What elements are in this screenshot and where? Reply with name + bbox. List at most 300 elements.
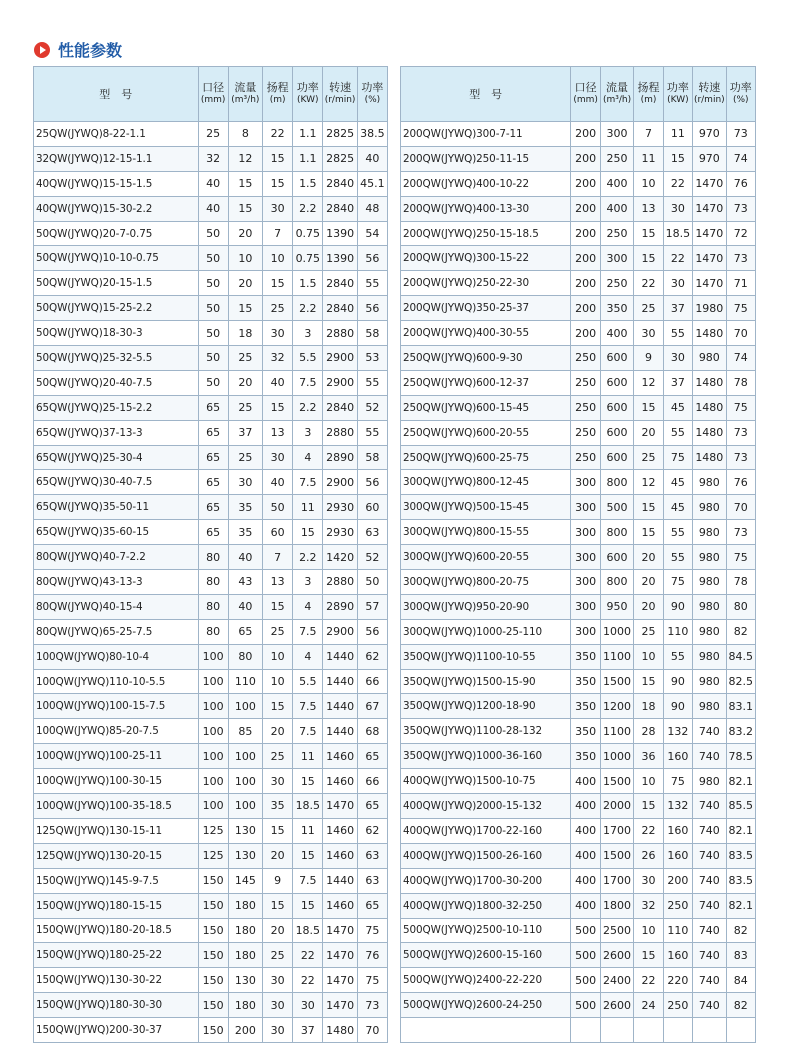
caliber-cell: 350 — [571, 719, 600, 744]
flow-cell: 100 — [228, 769, 262, 794]
power-cell: 11 — [663, 122, 692, 147]
model-cell: 400QW(JYWQ)2000-15-132 — [401, 794, 571, 819]
power-cell: 18.5 — [293, 794, 323, 819]
efficiency-cell: 82 — [726, 619, 755, 644]
caliber-cell: 150 — [198, 918, 228, 943]
power-cell: 37 — [663, 296, 692, 321]
power-cell: 5.5 — [293, 669, 323, 694]
model-cell: 150QW(JYWQ)180-15-15 — [34, 893, 199, 918]
speed-cell: 1480 — [693, 370, 726, 395]
table-header-row — [34, 67, 388, 122]
table-row — [401, 321, 756, 346]
caliber-cell: 300 — [571, 570, 600, 595]
power-cell: 2.2 — [293, 545, 323, 570]
efficiency-cell: 73 — [726, 196, 755, 221]
flow-cell: 20 — [228, 370, 262, 395]
model-cell: 300QW(JYWQ)800-20-75 — [401, 570, 571, 595]
flow-cell: 110 — [228, 669, 262, 694]
flow-cell: 2500 — [600, 918, 633, 943]
caliber-cell: 300 — [571, 619, 600, 644]
speed-cell: 1440 — [323, 868, 357, 893]
power-cell: 90 — [663, 669, 692, 694]
table-row — [34, 644, 388, 669]
flow-cell: 15 — [228, 296, 262, 321]
efficiency-cell: 58 — [357, 321, 387, 346]
speed-cell: 980 — [693, 520, 726, 545]
table-body-left — [34, 122, 388, 1043]
model-cell: 150QW(JYWQ)180-30-30 — [34, 993, 199, 1018]
speed-cell: 740 — [693, 993, 726, 1018]
head-cell: 32 — [263, 346, 293, 371]
empty-cell — [401, 1018, 571, 1043]
model-cell: 300QW(JYWQ)950-20-90 — [401, 594, 571, 619]
table-row — [34, 171, 388, 196]
model-cell: 50QW(JYWQ)20-7-0.75 — [34, 221, 199, 246]
efficiency-cell: 67 — [357, 694, 387, 719]
caliber-cell: 500 — [571, 968, 600, 993]
speed-cell: 1390 — [323, 246, 357, 271]
table-row — [401, 694, 756, 719]
caliber-cell: 150 — [198, 968, 228, 993]
table-row — [34, 495, 388, 520]
speed-cell: 980 — [693, 694, 726, 719]
efficiency-cell: 53 — [357, 346, 387, 371]
speed-cell: 2930 — [323, 520, 357, 545]
power-cell: 160 — [663, 744, 692, 769]
head-cell: 15 — [263, 594, 293, 619]
power-cell: 3 — [293, 570, 323, 595]
model-cell: 200QW(JYWQ)400-13-30 — [401, 196, 571, 221]
efficiency-cell: 68 — [357, 719, 387, 744]
power-cell: 4 — [293, 644, 323, 669]
flow-cell: 180 — [228, 993, 262, 1018]
efficiency-cell: 48 — [357, 196, 387, 221]
efficiency-cell: 40 — [357, 146, 387, 171]
efficiency-cell: 58 — [357, 445, 387, 470]
model-cell: 50QW(JYWQ)10-10-0.75 — [34, 246, 199, 271]
speed-cell: 980 — [693, 769, 726, 794]
head-cell: 30 — [634, 321, 663, 346]
flow-cell: 12 — [228, 146, 262, 171]
empty-cell — [693, 1018, 726, 1043]
efficiency-cell: 72 — [726, 221, 755, 246]
caliber-cell: 300 — [571, 470, 600, 495]
power-cell: 30 — [663, 346, 692, 371]
speed-cell: 980 — [693, 495, 726, 520]
head-cell: 9 — [634, 346, 663, 371]
efficiency-cell: 82 — [726, 918, 755, 943]
table-row — [34, 146, 388, 171]
model-cell: 150QW(JYWQ)180-20-18.5 — [34, 918, 199, 943]
speed-cell: 2825 — [323, 146, 357, 171]
power-cell: 3 — [293, 321, 323, 346]
flow-cell: 1700 — [600, 868, 633, 893]
header-efficiency: 功率 (%) — [357, 67, 387, 122]
model-cell: 150QW(JYWQ)200-30-37 — [34, 1018, 199, 1043]
head-cell: 10 — [263, 644, 293, 669]
table-row — [34, 669, 388, 694]
caliber-cell: 100 — [198, 769, 228, 794]
head-cell: 15 — [263, 171, 293, 196]
speed-cell: 740 — [693, 968, 726, 993]
table-row — [401, 918, 756, 943]
efficiency-cell: 75 — [357, 918, 387, 943]
flow-cell: 25 — [228, 346, 262, 371]
efficiency-cell: 63 — [357, 520, 387, 545]
power-cell: 30 — [663, 196, 692, 221]
flow-cell: 500 — [600, 495, 633, 520]
caliber-cell: 200 — [571, 122, 600, 147]
caliber-cell: 400 — [571, 868, 600, 893]
speed-cell: 970 — [693, 146, 726, 171]
caliber-cell: 125 — [198, 818, 228, 843]
head-cell: 30 — [263, 196, 293, 221]
speed-cell: 1470 — [693, 221, 726, 246]
power-cell: 15 — [293, 843, 323, 868]
caliber-cell: 400 — [571, 893, 600, 918]
model-cell: 50QW(JYWQ)25-32-5.5 — [34, 346, 199, 371]
model-cell: 80QW(JYWQ)40-7-2.2 — [34, 545, 199, 570]
speed-cell: 2930 — [323, 495, 357, 520]
power-cell: 7.5 — [293, 470, 323, 495]
flow-cell: 43 — [228, 570, 262, 595]
speed-cell: 740 — [693, 918, 726, 943]
speed-cell: 2840 — [323, 271, 357, 296]
efficiency-cell: 56 — [357, 470, 387, 495]
head-cell: 30 — [263, 1018, 293, 1043]
model-cell: 200QW(JYWQ)400-10-22 — [401, 171, 571, 196]
efficiency-cell: 73 — [726, 520, 755, 545]
table-row — [401, 271, 756, 296]
header-caliber: 口径 (mm) — [198, 67, 228, 122]
head-cell: 20 — [263, 918, 293, 943]
speed-cell: 2880 — [323, 420, 357, 445]
power-cell: 75 — [663, 445, 692, 470]
power-cell: 2.2 — [293, 395, 323, 420]
table-row — [401, 993, 756, 1018]
speed-cell: 980 — [693, 570, 726, 595]
model-cell: 250QW(JYWQ)600-15-45 — [401, 395, 571, 420]
power-cell: 22 — [663, 246, 692, 271]
model-cell: 200QW(JYWQ)300-7-11 — [401, 122, 571, 147]
power-cell: 250 — [663, 893, 692, 918]
speed-cell: 1480 — [693, 420, 726, 445]
speed-cell: 1980 — [693, 296, 726, 321]
power-cell: 220 — [663, 968, 692, 993]
table-row — [34, 246, 388, 271]
speed-cell: 1480 — [693, 321, 726, 346]
table-row — [401, 221, 756, 246]
flow-cell: 25 — [228, 445, 262, 470]
model-cell: 25QW(JYWQ)8-22-1.1 — [34, 122, 199, 147]
flow-cell: 130 — [228, 818, 262, 843]
model-cell: 500QW(JYWQ)2400-22-220 — [401, 968, 571, 993]
speed-cell: 740 — [693, 843, 726, 868]
caliber-cell: 200 — [571, 146, 600, 171]
efficiency-cell: 50 — [357, 570, 387, 595]
power-cell: 18.5 — [663, 221, 692, 246]
caliber-cell: 100 — [198, 644, 228, 669]
head-cell: 15 — [634, 794, 663, 819]
speed-cell: 740 — [693, 794, 726, 819]
power-cell: 7.5 — [293, 370, 323, 395]
head-cell: 25 — [263, 744, 293, 769]
efficiency-cell: 83.5 — [726, 868, 755, 893]
power-cell: 22 — [663, 171, 692, 196]
power-cell: 15 — [293, 520, 323, 545]
caliber-cell: 80 — [198, 594, 228, 619]
efficiency-cell: 85.5 — [726, 794, 755, 819]
head-cell: 15 — [634, 943, 663, 968]
caliber-cell: 150 — [198, 893, 228, 918]
table-row — [34, 794, 388, 819]
flow-cell: 2600 — [600, 943, 633, 968]
speed-cell: 1470 — [323, 943, 357, 968]
model-cell: 125QW(JYWQ)130-20-15 — [34, 843, 199, 868]
table-row — [401, 470, 756, 495]
caliber-cell: 300 — [571, 495, 600, 520]
efficiency-cell: 73 — [726, 246, 755, 271]
caliber-cell: 125 — [198, 843, 228, 868]
efficiency-cell: 38.5 — [357, 122, 387, 147]
model-cell: 500QW(JYWQ)2600-24-250 — [401, 993, 571, 1018]
efficiency-cell: 66 — [357, 669, 387, 694]
speed-cell: 2890 — [323, 445, 357, 470]
model-cell: 80QW(JYWQ)65-25-7.5 — [34, 619, 199, 644]
caliber-cell: 200 — [571, 296, 600, 321]
efficiency-cell: 63 — [357, 843, 387, 868]
speed-cell: 1470 — [323, 794, 357, 819]
head-cell: 15 — [263, 694, 293, 719]
power-cell: 3 — [293, 420, 323, 445]
table-row — [401, 122, 756, 147]
table-row — [401, 370, 756, 395]
head-cell: 60 — [263, 520, 293, 545]
head-cell: 15 — [263, 395, 293, 420]
model-cell: 350QW(JYWQ)1200-18-90 — [401, 694, 571, 719]
table-body-right — [401, 122, 756, 1043]
power-cell: 55 — [663, 520, 692, 545]
caliber-cell: 40 — [198, 171, 228, 196]
head-cell: 10 — [634, 769, 663, 794]
head-cell: 10 — [263, 669, 293, 694]
speed-cell: 1480 — [693, 395, 726, 420]
caliber-cell: 40 — [198, 196, 228, 221]
table-row — [34, 520, 388, 545]
table-row — [401, 943, 756, 968]
model-cell: 400QW(JYWQ)1700-22-160 — [401, 818, 571, 843]
model-cell: 32QW(JYWQ)12-15-1.1 — [34, 146, 199, 171]
model-cell: 200QW(JYWQ)250-11-15 — [401, 146, 571, 171]
speed-cell: 2900 — [323, 370, 357, 395]
efficiency-cell: 62 — [357, 818, 387, 843]
speed-cell: 1440 — [323, 644, 357, 669]
head-cell: 20 — [634, 594, 663, 619]
flow-cell: 600 — [600, 445, 633, 470]
caliber-cell: 350 — [571, 644, 600, 669]
header-model: 型 号 — [34, 67, 199, 122]
flow-cell: 30 — [228, 470, 262, 495]
table-row — [401, 968, 756, 993]
speed-cell: 1460 — [323, 818, 357, 843]
speed-cell: 1470 — [693, 171, 726, 196]
power-cell: 75 — [663, 769, 692, 794]
caliber-cell: 350 — [571, 744, 600, 769]
head-cell: 20 — [634, 545, 663, 570]
efficiency-cell: 45.1 — [357, 171, 387, 196]
head-cell: 30 — [263, 769, 293, 794]
model-cell: 300QW(JYWQ)600-20-55 — [401, 545, 571, 570]
power-cell: 37 — [293, 1018, 323, 1043]
model-cell: 150QW(JYWQ)130-30-22 — [34, 968, 199, 993]
flow-cell: 80 — [228, 644, 262, 669]
flow-cell: 300 — [600, 122, 633, 147]
table-row — [401, 644, 756, 669]
table-row — [34, 296, 388, 321]
caliber-cell: 350 — [571, 669, 600, 694]
head-cell: 20 — [263, 719, 293, 744]
model-cell: 400QW(JYWQ)1800-32-250 — [401, 893, 571, 918]
speed-cell: 2880 — [323, 321, 357, 346]
caliber-cell: 65 — [198, 520, 228, 545]
speed-cell: 1420 — [323, 545, 357, 570]
head-cell: 15 — [263, 818, 293, 843]
power-cell: 250 — [663, 993, 692, 1018]
model-cell: 40QW(JYWQ)15-30-2.2 — [34, 196, 199, 221]
empty-cell — [663, 1018, 692, 1043]
model-cell: 80QW(JYWQ)40-15-4 — [34, 594, 199, 619]
table-row — [34, 346, 388, 371]
model-cell: 50QW(JYWQ)15-25-2.2 — [34, 296, 199, 321]
table-row — [34, 619, 388, 644]
efficiency-cell: 52 — [357, 395, 387, 420]
flow-cell: 25 — [228, 395, 262, 420]
efficiency-cell: 70 — [726, 495, 755, 520]
speed-cell: 1460 — [323, 744, 357, 769]
efficiency-cell: 84 — [726, 968, 755, 993]
speed-cell: 980 — [693, 346, 726, 371]
model-cell: 500QW(JYWQ)2600-15-160 — [401, 943, 571, 968]
speed-cell: 2890 — [323, 594, 357, 619]
header-caliber: 口径 (mm) — [571, 67, 600, 122]
table-row — [401, 570, 756, 595]
caliber-cell: 200 — [571, 171, 600, 196]
table-row — [34, 1018, 388, 1043]
caliber-cell: 200 — [571, 221, 600, 246]
power-cell: 45 — [663, 395, 692, 420]
efficiency-cell: 66 — [357, 769, 387, 794]
model-cell: 250QW(JYWQ)600-25-75 — [401, 445, 571, 470]
caliber-cell: 100 — [198, 694, 228, 719]
model-cell: 200QW(JYWQ)250-22-30 — [401, 271, 571, 296]
efficiency-cell: 76 — [726, 470, 755, 495]
efficiency-cell: 70 — [726, 321, 755, 346]
efficiency-cell: 75 — [357, 968, 387, 993]
efficiency-cell: 73 — [726, 122, 755, 147]
table-row — [401, 146, 756, 171]
caliber-cell: 250 — [571, 346, 600, 371]
model-cell: 100QW(JYWQ)100-15-7.5 — [34, 694, 199, 719]
efficiency-cell: 78 — [726, 370, 755, 395]
head-cell: 30 — [263, 321, 293, 346]
efficiency-cell: 82.5 — [726, 669, 755, 694]
model-cell: 300QW(JYWQ)800-12-45 — [401, 470, 571, 495]
head-cell: 30 — [263, 968, 293, 993]
head-cell: 20 — [634, 570, 663, 595]
table-row — [34, 918, 388, 943]
head-cell: 18 — [634, 694, 663, 719]
head-cell: 30 — [634, 868, 663, 893]
page-title: 性能参数 — [58, 41, 123, 60]
caliber-cell: 400 — [571, 794, 600, 819]
efficiency-cell: 65 — [357, 893, 387, 918]
caliber-cell: 50 — [198, 370, 228, 395]
caliber-cell: 50 — [198, 296, 228, 321]
caliber-cell: 65 — [198, 495, 228, 520]
speed-cell: 740 — [693, 818, 726, 843]
head-cell: 7 — [634, 122, 663, 147]
table-row — [401, 346, 756, 371]
head-cell: 28 — [634, 719, 663, 744]
caliber-cell: 400 — [571, 843, 600, 868]
table-row — [34, 744, 388, 769]
speed-cell: 1470 — [693, 196, 726, 221]
power-cell: 0.75 — [293, 246, 323, 271]
head-cell: 50 — [263, 495, 293, 520]
efficiency-cell: 75 — [726, 395, 755, 420]
model-cell: 400QW(JYWQ)1500-26-160 — [401, 843, 571, 868]
speed-cell: 1470 — [693, 271, 726, 296]
power-cell: 11 — [293, 818, 323, 843]
table-row — [34, 271, 388, 296]
efficiency-cell: 63 — [357, 868, 387, 893]
speed-cell: 980 — [693, 669, 726, 694]
caliber-cell: 32 — [198, 146, 228, 171]
caliber-cell: 150 — [198, 1018, 228, 1043]
efficiency-cell: 56 — [357, 619, 387, 644]
flow-cell: 1000 — [600, 619, 633, 644]
power-cell: 18.5 — [293, 918, 323, 943]
caliber-cell: 200 — [571, 196, 600, 221]
caliber-cell: 65 — [198, 470, 228, 495]
efficiency-cell: 75 — [726, 545, 755, 570]
efficiency-cell: 60 — [357, 495, 387, 520]
speed-cell: 970 — [693, 122, 726, 147]
flow-cell: 37 — [228, 420, 262, 445]
flow-cell: 600 — [600, 420, 633, 445]
head-cell: 15 — [634, 221, 663, 246]
header-flow: 流量 (m³/h) — [600, 67, 633, 122]
model-cell: 100QW(JYWQ)100-25-11 — [34, 744, 199, 769]
head-cell: 22 — [634, 968, 663, 993]
flow-cell: 15 — [228, 196, 262, 221]
flow-cell: 250 — [600, 271, 633, 296]
table-row — [34, 893, 388, 918]
efficiency-cell: 73 — [726, 420, 755, 445]
efficiency-cell: 82.1 — [726, 893, 755, 918]
flow-cell: 300 — [600, 246, 633, 271]
flow-cell: 2400 — [600, 968, 633, 993]
caliber-cell: 25 — [198, 122, 228, 147]
flow-cell: 600 — [600, 370, 633, 395]
table-row — [401, 246, 756, 271]
head-cell: 22 — [263, 122, 293, 147]
table-row-empty — [401, 1018, 756, 1043]
power-cell: 22 — [293, 968, 323, 993]
head-cell: 24 — [634, 993, 663, 1018]
caliber-cell: 65 — [198, 445, 228, 470]
model-cell: 400QW(JYWQ)1700-30-200 — [401, 868, 571, 893]
